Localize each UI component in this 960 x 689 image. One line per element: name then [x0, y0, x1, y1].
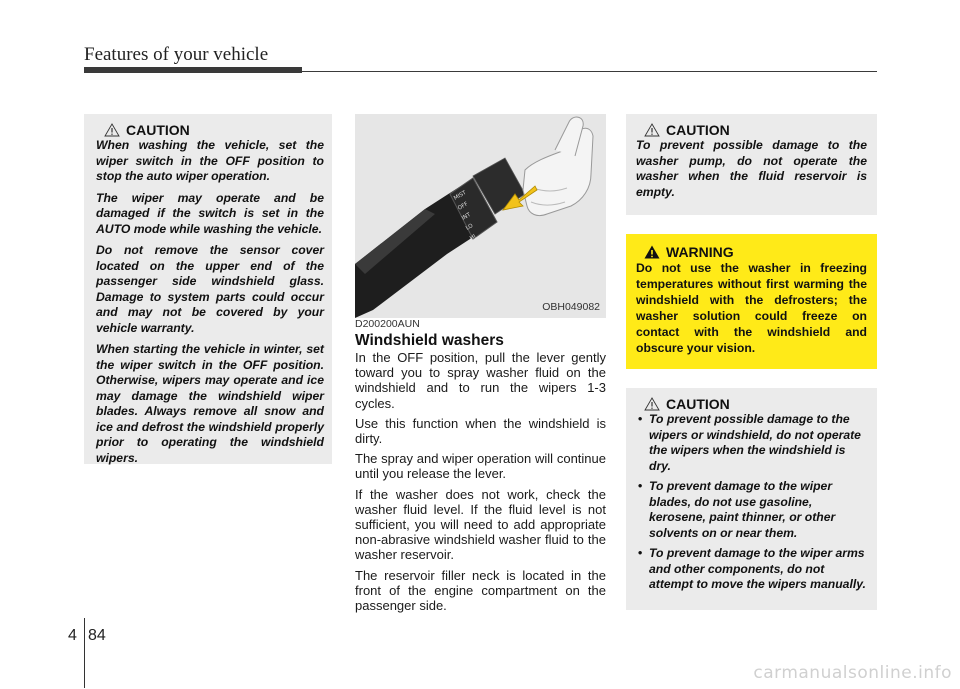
- lever-label: INT: [461, 211, 472, 222]
- chapter-number: 4: [68, 627, 77, 644]
- caution-paragraph: When starting the vehicle in winter, set the wiper switch in the OFF position. Otherwise, wipers may operate and ice may damage the windshield wiper blades. Always remove all snow and ice and defrost the windshield properly prior to operating the windshield wipers.: [96, 342, 324, 465]
- lever-label: HI: [469, 233, 477, 242]
- header-rule-thick: [84, 67, 302, 73]
- page-number: 84: [88, 627, 106, 644]
- warning-title: WARNING: [644, 244, 867, 260]
- caution-paragraph: The wiper may operate and be damaged if the switch is set in the AUTO mode while washing the vehicle.: [96, 190, 324, 236]
- caution-list-item: • To prevent possible damage to the wipers or windshield, do not operate the wipers when the windshield is dry.: [636, 412, 867, 474]
- lever-label: LO: [465, 222, 475, 232]
- caution-paragraph: To prevent possible damage to the washer pump, do not operate the washer when the fluid reservoir is empty.: [636, 138, 867, 199]
- header-rule-thin: [302, 71, 877, 72]
- caution-triangle-icon: [104, 123, 120, 137]
- caution-box-right-top: [626, 114, 877, 215]
- caution-title: CAUTION: [644, 396, 867, 412]
- caution-box-right-bottom: [626, 388, 877, 610]
- body-paragraph: Use this function when the windshield is dirty.: [355, 415, 606, 447]
- body-paragraph: The reservoir filler neck is located in the front of the engine compartment on the passenger side.: [355, 567, 606, 614]
- body-paragraph: In the OFF position, pull the lever gently toward you to spray washer fluid on the windshield and to run the wipers 1-3 cycles.: [355, 350, 606, 411]
- warning-box: [626, 234, 877, 369]
- lever-label: MIST: [453, 189, 468, 202]
- caution-box-left: [84, 114, 332, 464]
- body-paragraph: The spray and wiper operation will continue until you release the lever.: [355, 451, 606, 482]
- section-code: D200200AUN: [355, 318, 420, 330]
- section-body: [355, 350, 606, 618]
- caution-triangle-icon: [644, 397, 660, 411]
- caution-list-item: • To prevent damage to the wiper arms and other components, do not attempt to move the wipers manually.: [636, 546, 867, 593]
- warning-paragraph: Do not use the washer in freezing temperatures without first warming the windshield with the defrosters; the washer solution could freeze on contact with the windshield and obscure your vision.: [636, 261, 867, 355]
- caution-paragraph: Do not remove the sensor cover located on the upper end of the passenger side windshield glass. Damage to system parts could occur and may not be covered by your vehicle warranty.: [96, 243, 324, 335]
- warning-triangle-icon: [644, 245, 660, 259]
- caution-list: [636, 412, 867, 593]
- caution-paragraph: When washing the vehicle, set the wiper switch in the OFF position to stop the auto wiper operation.: [96, 138, 324, 183]
- figure-code: OBH049082: [542, 301, 600, 313]
- caution-triangle-icon: [644, 123, 660, 137]
- body-paragraph: If the washer does not work, check the washer fluid level. If the fluid level is not sufficient, you will need to add appropriate non-abrasive windshield washer fluid to the washer reservoir.: [355, 486, 606, 563]
- caution-title: CAUTION: [104, 122, 324, 138]
- lever-label: OFF: [457, 201, 470, 212]
- wiper-lever-illustration: [355, 114, 606, 318]
- caution-list-item: • To prevent damage to the wiper blades, do not use gasoline, kerosene, paint thinner, or other solvents on or near them.: [636, 479, 867, 541]
- caution-title: CAUTION: [644, 122, 867, 138]
- wiper-lever-figure: [355, 114, 606, 318]
- page-header-title: Features of your vehicle: [84, 44, 269, 65]
- watermark: carmanualsonline.info: [753, 663, 952, 683]
- section-title: Windshield washers: [355, 332, 504, 349]
- page-number-divider: [84, 618, 85, 688]
